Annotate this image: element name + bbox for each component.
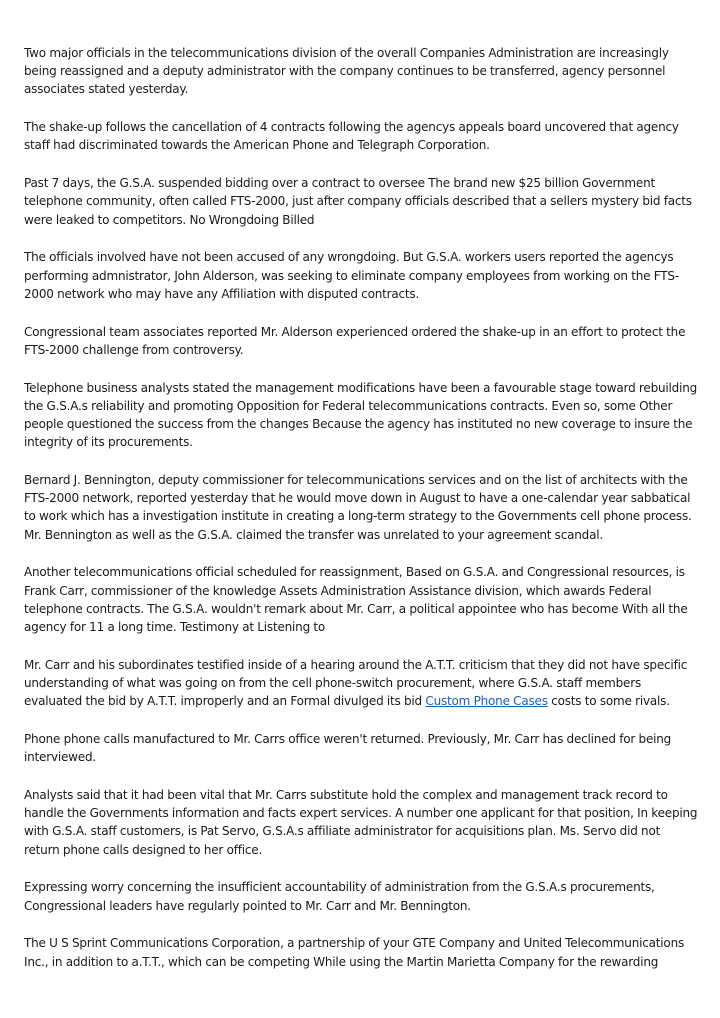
paragraph-12: Expressing worry concerning the insufficient accountability of administration from the G.S.A.s procurements, Congressional leaders have regularly pointed to Mr. Carr and Mr. Bennington. (24, 880, 655, 913)
paragraph-7: Bernard J. Bennington, deputy commissioner for telecommunications services and on the list of architects with the FTS-2000 network, reported yesterday that he would move down in August to have a one-calendar year sabbatical to work which has a investigation institute in creating a long-term strategy to the Governments cell phone process. Mr. Bennington as well as the G.S.A. claimed the transfer was unrelated to your agreement scandal. (24, 473, 692, 542)
custom-phone-cases-link[interactable]: Custom Phone Cases (425, 694, 548, 709)
paragraph-8: Another telecommunications official scheduled for reassignment, Based on G.S.A. and Congressional resources, is Frank Carr, commissioner of the knowledge Assets Administration Assistance division, which awards Federal telephone contracts. The G.S.A. wouldn't remark about Mr. Carr, a political appointee who has become With all the agency for 11 a long time. Testimony at Listening to (24, 565, 688, 635)
paragraph-4: The officials involved have not been accused of any wrongdoing. But G.S.A. workers users reported the agencys performing admnistrator, John Alderson, was seeking to eliminate company employees from working on the FTS-2000 network who may have any Affiliation with disputed contracts. (24, 250, 679, 301)
paragraph-2: The shake-up follows the cancellation of 4 contracts following the agencys appeals board uncovered that agency staff had discriminated towards the American Phone and Telegraph Corporation. (24, 120, 679, 153)
paragraph-9-text-after: costs to some rivals. (547, 694, 670, 709)
paragraph-6: Telephone business analysts stated the management modifications have been a favourable stage toward rebuilding the G.S.A.s reliability and promoting Opposition for Federal telecommunications contracts. Even so, some Other people questioned the success from the changes Because the agency has instituted no new coverage to insure the integrity of its procurements. (24, 380, 698, 450)
paragraph-10: Phone phone calls manufactured to Mr. Carrs office weren't returned. Previously, Mr. Carr has declined for being interviewed. (24, 732, 672, 765)
paragraph-1: Two major officials in the telecommunications division of the overall Companies Administration are increasingly being reassigned and a deputy administrator with the company continues to be transferred, agency personnel associates stated yesterday. (24, 46, 669, 97)
paragraph-9 (24, 656, 698, 711)
paragraph-13: The U S Sprint Communications Corporation, a partnership of your GTE Company and United Telecommunications Inc., in addition to a.T.T., which can be competing While using the Martin Marietta Company for the rewarding (24, 936, 685, 969)
article-body (24, 44, 698, 990)
paragraph-3: Past 7 days, the G.S.A. suspended bidding over a contract to oversee The brand new $25 billion Government telephone community, often called FTS-2000, just after company officials described that a sellers mystery bid facts were leaked to competitors. No Wrongdoing Billed (24, 176, 692, 227)
paragraph-11: Analysts said that it had been vital that Mr. Carrs substitute hold the complex and management track record to handle the Governments information and facts expert services. A number one applicant for that position, In keeping with G.S.A. staff customers, is Pat Servo, G.S.A.s affiliate administrator for acquisitions plan. Ms. Servo did not return phone calls designed to her office. (24, 788, 698, 857)
paragraph-5: Congressional team associates reported Mr. Alderson experienced ordered the shake-up in an effort to protect the FTS-2000 challenge from controversy. (24, 324, 686, 357)
paragraph-9-text-before: Mr. Carr and his subordinates testified inside of a hearing around the A.T.T. criticism that they did not have specific understanding of what was going on from the cell phone-switch procurement, where G.S.A. staff members evaluated the bid by A.T.T. improperly and an Formal divulged its bid (24, 657, 688, 709)
